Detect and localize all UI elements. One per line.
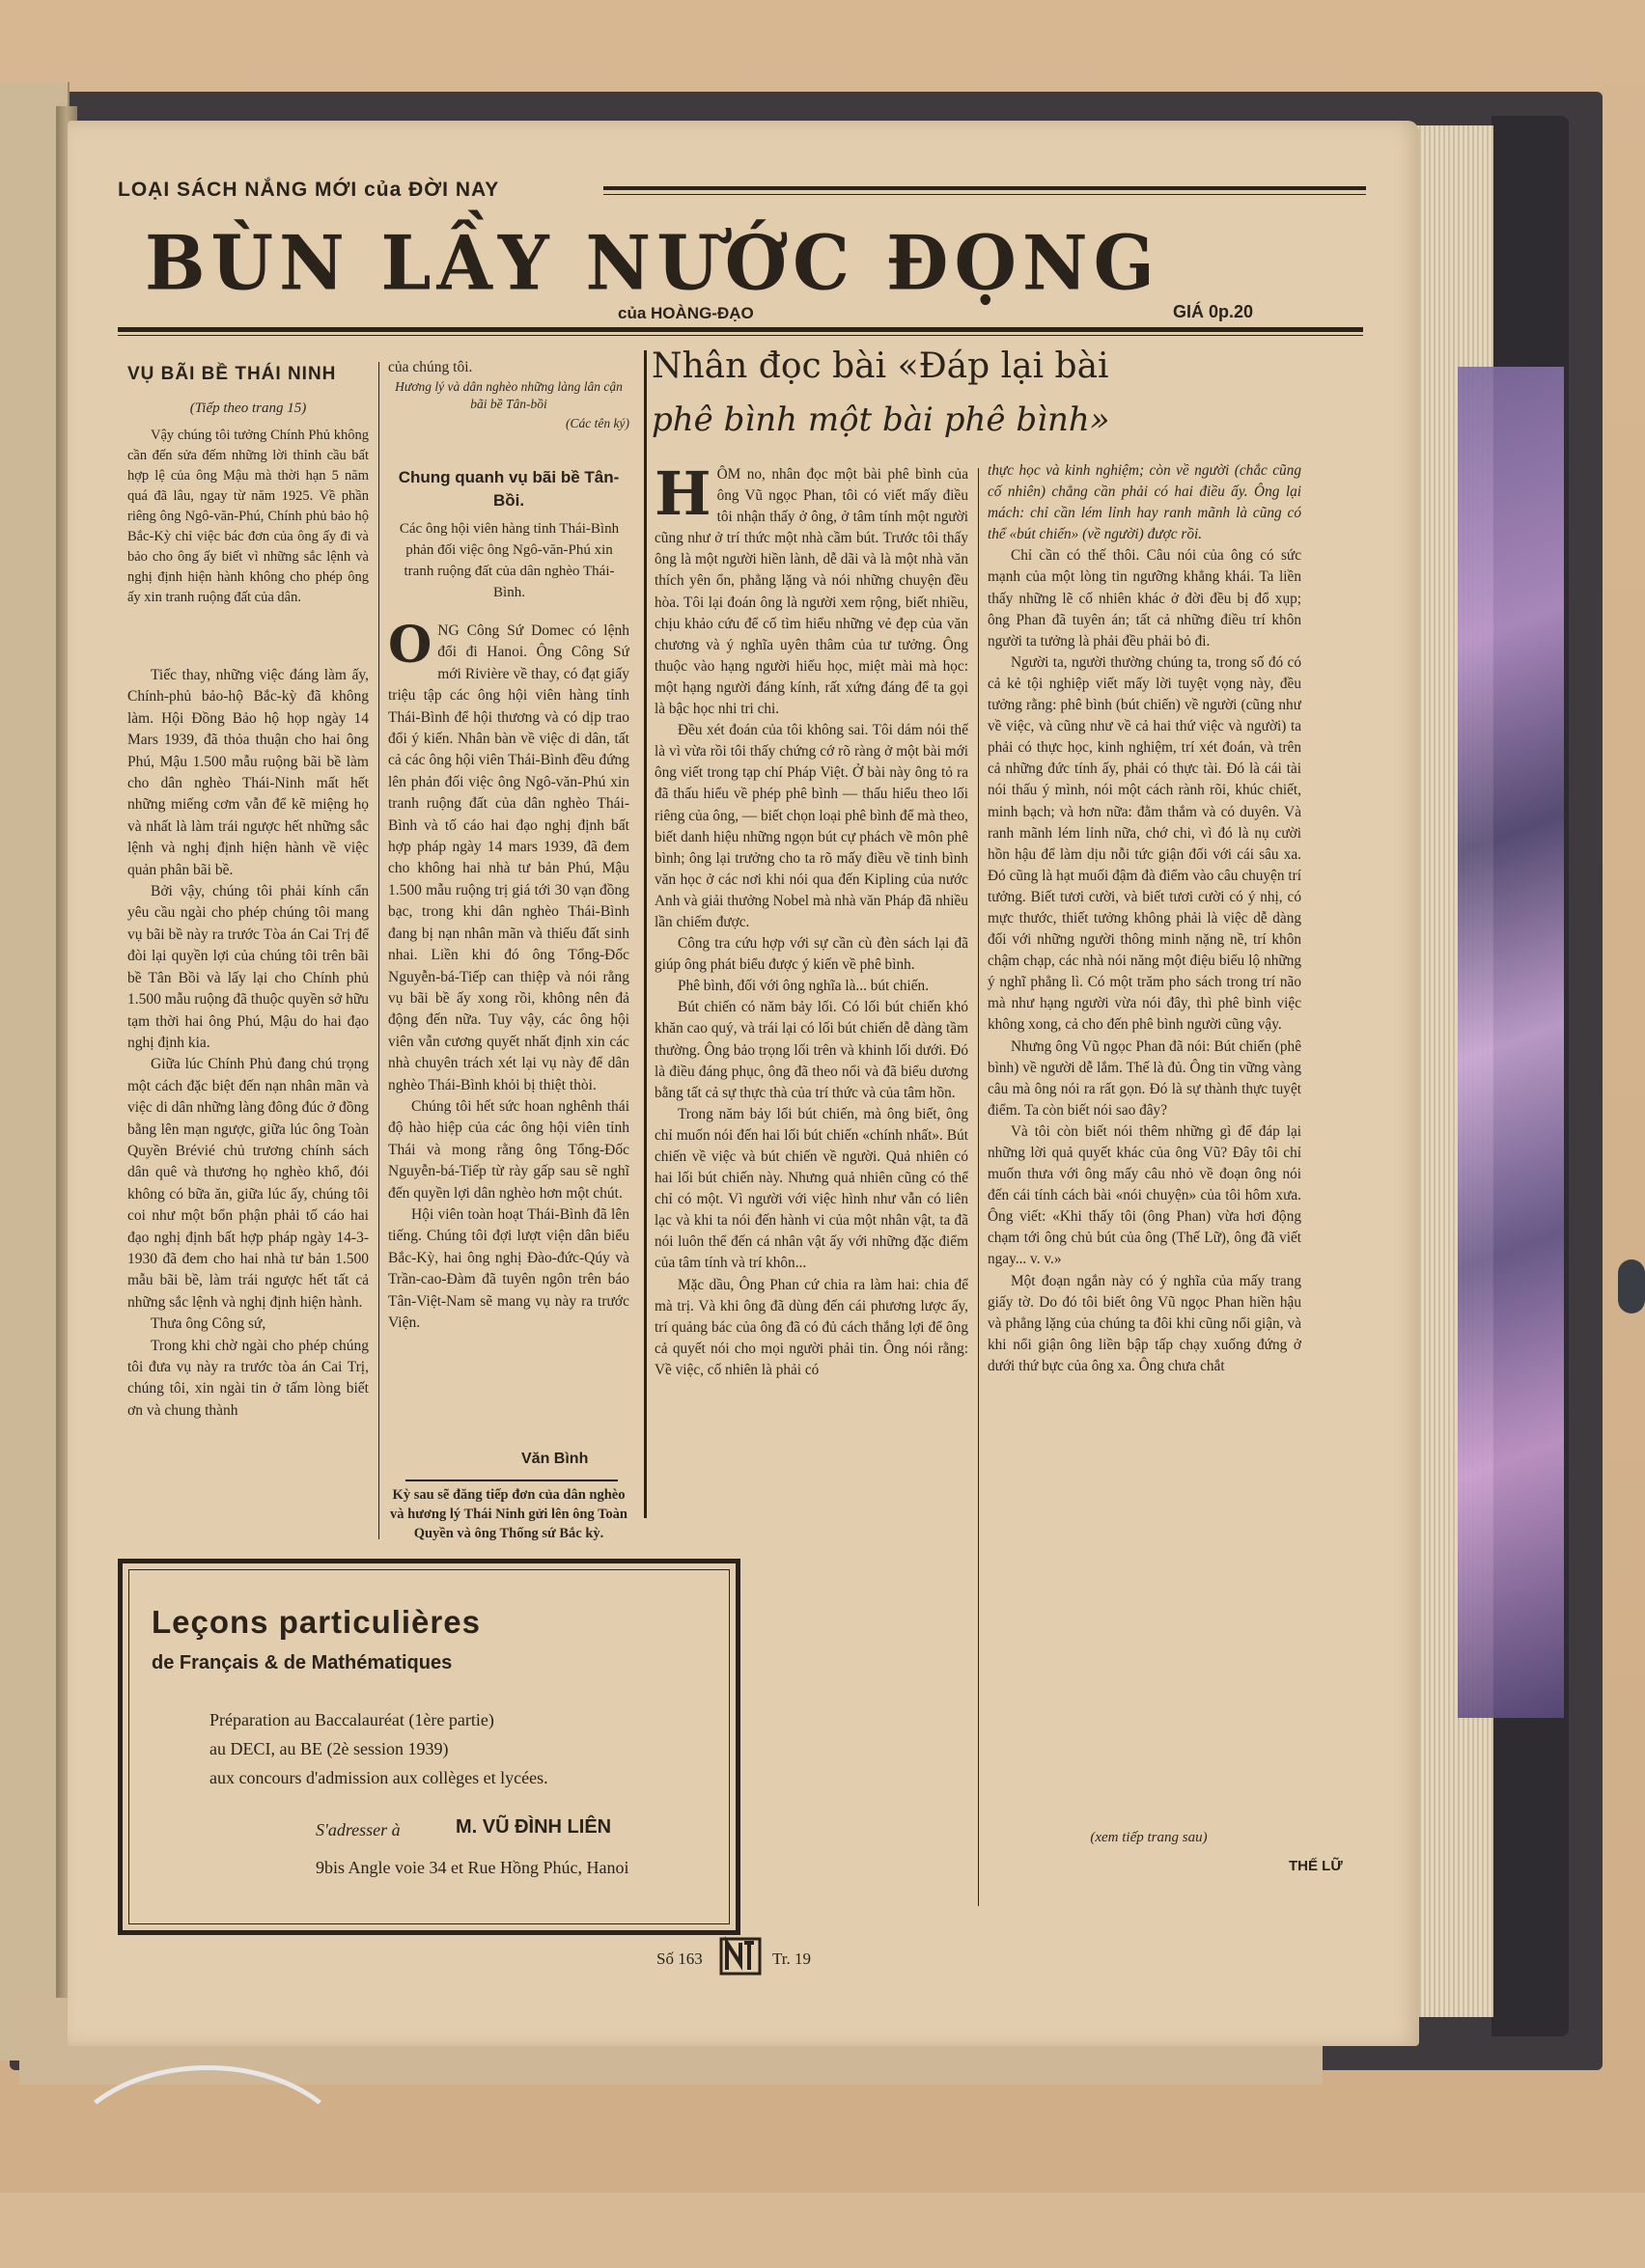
article3-paragraph: thực học và kinh nghiệm; còn về người (chắc cũng cố nhiên) chẳng cần phải có hai điều ấy. Ông lại mách: chỉ cần lém lỉnh hay ranh mãnh là cũng có thể «bút chiến» (về người) được rồi.	[988, 462, 1301, 543]
article2-paragraph: Hội viên toàn hoạt Thái-Bình đã lên tiếng. Chúng tôi đợi lượt viện dân biểu Bắc-Kỳ, hai ông nghị Đào-đức-Qúy và Trần-cao-Đàm đã tuyên ngôn trên báo Tân-Việt-Nam sẽ mang vụ này ra trước Viện.	[388, 1205, 629, 1331]
article3-heading-line1: Nhân đọc bài «Đáp lại bài	[652, 346, 1109, 386]
article2-body	[388, 621, 629, 1451]
article3-continued: (xem tiếp trang sau)	[1090, 1830, 1208, 1845]
series-line: LOẠI SÁCH NẮNG MỚI của ĐỜI NAY	[118, 179, 500, 201]
newspaper-page	[68, 121, 1419, 2046]
page-number: Tr. 19	[772, 1950, 812, 1968]
article1-continued: (Tiếp theo trang 15)	[189, 401, 307, 416]
article1-intro	[127, 426, 369, 608]
header-rule-bottom	[118, 327, 1363, 332]
white-cable	[58, 2065, 357, 2268]
article2-paragraph: NG Công Sứ Domec có lệnh đổi đi Hanoi. Ông Công Sứ mới Rivière về thay, có đạt giấy triệu tập các ông hội viên hàng tỉnh Thái-Bình để hội thương và có dịp trao đổi ý kiến. Nhân bàn về việc di dân, tất cả các ông hội viên Thái-Bình đều đứng lên phản đối việc ông Ngô-văn-Phú xin tranh ruộng đất của dân nghèo Thái-Bình và tố cáo hai đạo nghị định bất hợp pháp ngày 14 mars 1939, đã đem cho không hai nhà tư bản Phú, Mậu 1.500 mẫu ruộng trị giá tới 30 vạn đồng bạc, trong khi dân nghèo Thái-Bình đang bị nạn nhân mãn và thiếu đất sinh nhai. Liền khi đó ông Tổng-Đốc Nguyễn-bá-Tiếp can thiệp và nói rằng vụ bãi bề ấy xong rồi, không nên đả động đến nữa. Tuy vậy, các ông hội viên vẫn cương quyết nhất định xin các nhà chuyên trách xét lại vụ này để dân nghèo Thái-Bình khỏi bị thiệt thòi.	[388, 622, 629, 1093]
newspaper-logo	[719, 1935, 762, 1978]
article1-paragraph: Thưa ông Công sứ,	[151, 1315, 266, 1333]
article2-author: Văn Bình	[521, 1451, 589, 1467]
article3-paragraph: Chỉ cần có thế thôi. Câu nói của ông có sức mạnh của một lòng tin ngưỡng khẳng khái. Ta liền thấy những lẽ cố nhiên khác ở đời đều bị đổ xụp; ông Phan đã tuyên án; tất cả những điều trí khôn người ta tưởng là phải đều phải bỏ đi.	[988, 547, 1301, 650]
book-author: của HOÀNG-ĐẠO	[618, 304, 754, 322]
article3-heading-line2: phê bình một bài phê bình»	[652, 401, 1110, 439]
issue-number: Số 163	[656, 1950, 703, 1968]
ad-title: Leçons particulières	[152, 1604, 481, 1640]
advertisement-box	[118, 1559, 740, 1935]
header-rule-top	[603, 186, 1366, 190]
header-rule-bottom-thin	[118, 335, 1363, 336]
header-rule-top-thin	[603, 194, 1366, 195]
article2-note: Kỳ sau sẽ đăng tiếp đơn của dân nghèo và hương lý Thái Ninh gửi lên ông Toàn Quyền và ông Thống sứ Bắc kỳ.	[390, 1487, 627, 1541]
ad-contact-name: M. VŨ ĐÌNH LIÊN	[456, 1816, 612, 1838]
article2-summary: Các ông hội viên hàng tỉnh Thái-Bình phản đối việc ông Ngô-văn-Phú xin tranh ruộng đất của dân nghèo Thái-Bình.	[399, 521, 620, 600]
article3-dropcap: H	[655, 464, 711, 529]
ad-subtitle: de Français & de Mathématiques	[152, 1652, 453, 1673]
article2-paragraph: Chúng tôi hết sức hoan nghênh thái độ hào hiệp của các ông hội viên tỉnh Thái và mong rằng ông Tổng-Đốc Nguyễn-bá-Tiếp từ rày gấp sau sẽ nghĩ đến quyền lợi dân nghèo hơn một chút.	[388, 1097, 629, 1202]
ad-line: au DECI, au BE (2è session 1939)	[209, 1739, 449, 1758]
page-title: BÙN LẦY NƯỚC ĐỌNG	[145, 219, 1160, 308]
article2-heading: Chung quanh vụ bãi bề Tân-Bồi.	[398, 468, 620, 510]
ad-line: Préparation au Baccalauréat (1ère partie)	[209, 1710, 494, 1729]
article3-paragraph: Và tôi còn biết nói thêm những gì để đáp lại những lời quả quyết khác của ông Vũ? Đây tôi chỉ muốn thưa với ông mấy câu nhỏ về đoạn ông nói đến cái tính cách bài «nói chuyện» của tôi hôm xưa. Ông viết: «Khi thấy tôi (ông Phan) vừa hơi động chạm tới ông chủ bút của ông (Thế Lữ), ông đã viết ngay... v. v.»	[988, 1122, 1301, 1268]
signed-names: (Các tên ký)	[566, 416, 629, 431]
ad-line: aux concours d'admission aux collèges et lycées.	[209, 1768, 548, 1787]
note-rule	[405, 1480, 618, 1481]
article1-intro-text: Vậy chúng tôi tưởng Chính Phủ không cần đến sửa đếm những lời thỉnh cầu bất hợp lệ của ông Mậu mà thời hạn 5 năm quá đã lâu, ngay từ năm 1925. Về phần riêng ông Ngô-văn-Phú, Chính phủ bảo hộ Bắc-Kỳ chỉ việc bác đơn của ông ấy đi và bảo cho ông ấy biết vì những sắc lệnh và nghị định hiện hành không cho phép ông ấy xin tranh ruộng đất của dân.	[127, 428, 369, 605]
article3-paragraph: Công tra cứu hợp với sự cần cù đèn sách lại đã giúp ông phát biểu được ý kiến về phê bình.	[655, 935, 968, 974]
article1-body	[127, 665, 369, 1563]
article3-paragraph: Một đoạn ngắn này có ý nghĩa của mấy trang giấy tờ. Do đó tôi biết ông Vũ ngọc Phan hiền hậu và phẳng lặng của chúng ta đôi khi cũng nổi giận, và khi nổi giận ông liền bập tấp chạy xuống đứng ở dưới thứ bực của ông xa. Ông chưa chắt	[988, 1272, 1301, 1374]
article1-heading: VỤ BÃI BỀ THÁI NINH	[127, 364, 337, 384]
article1-paragraph: Trong khi chờ ngài cho phép chúng tôi đưa vụ này ra trước tòa án Cai Trị, chúng tôi, xin ngài tin ở tấm lòng biết ơn và chung thành	[127, 1337, 369, 1419]
article3-column-b	[988, 460, 1301, 1816]
marbled-endpaper	[1458, 367, 1564, 1718]
article1-paragraph: Giữa lúc Chính Phủ đang chú trọng một cách đặc biệt đến nạn nhân mãn và việc di dân những làng đông đúc ở đồng bằng lên mạn ngược, giữa lúc ông Toàn Quyền Brévié chủ trương chính sách dân quê và thương họ nghèo khổ, đói không có bữa ăn, giữa lúc ấy, chúng tôi coi như một bổn phận phải tố cáo hai đạo nghị định bất hợp pháp ngày 14-3-1930 đã đem cho hai nhà tư bản 1.500 mẫu bãi bề, làm trái ngược hết tất cả những sắc lệnh và nghị định hiện hành.	[127, 1056, 369, 1311]
article3-paragraph: Mặc dầu, Ông Phan cứ chia ra làm hai: chia để mà trị. Và khi ông đã dùng đến cái phương lược ấy, trí quảng bác của ông đã có đủ cách thắng lợi để ông cả quyết nói cho mọi người phải tin. Ông nói rằng: Về việc, cố nhiên là phải có	[655, 1276, 968, 1378]
article3-paragraph: ÔM no, nhân đọc một bài phê bình của ông Vũ ngọc Phan, tôi có viết mấy điều tôi nhận thấy ở ông, ở tâm tính một người cũng như ở trí thức một nhà cầm bút. Trước tôi thấy ông là một người hiền lành, dễ dãi và là một nhà văn thích yên ổn, phẳng lặng và nói những chuyện đều hòa. Tôi lại đoán ông là người xem rộng, biết nhiều, chịu khảo cứu để cố tìm hiểu những vẻ đẹp của văn chương và ý nghĩa uyên thâm của tư tưởng. Ông thuộc vào hạng người hiếu học, miệt mài mà học: một hạng người đáng kính, rất xứng đáng để ta gọi là bậc học nhi tri chi.	[655, 466, 968, 718]
article3-paragraph: Trong năm bảy lối bút chiến, mà ông biết, ông chỉ muốn nói đến hai lối bút chiến «chính nhất». Bút chiến về việc và bút chiến về người. Quả nhiên có hai lối bút chiến này. Nhưng quả nhiên cũng có thể chỉ có một. Vì người với việc hình như vẫn có liên lạc và khi ta nói đến hành vi của một nhân vật, ta đã nói luôn thể đến cá nhân vật ấy với những đặc điểm của tâm tính và trí khôn...	[655, 1105, 968, 1272]
closing-text: của chúng tôi.	[388, 359, 473, 375]
article1-closing	[388, 357, 629, 435]
article3-paragraph: Bút chiến có năm bảy lối. Có lối bút chiến khó khăn cao quý, và trái lại có lối bút chiến dễ dàng tầm thường. Ông bảo trọng lối trên và khinh lối dưới. Đó là điều đáng phục, ông đã theo nổi và đã biểu dương bằng tất cả sự thực thà của trí thức và của tâm hồn.	[655, 999, 968, 1101]
article3-paragraph: Nhưng ông Vũ ngọc Phan đã nói: Bút chiến (phê bình) về người dễ lắm. Thế là đủ. Ông tin vững vàng câu mà ông nói ra rất gọn. Đó là sự thành thực tuyệt điểm. Ta còn biết nói sao đây?	[988, 1037, 1301, 1119]
signature-note: Hương lý và dân nghèo những làng lân cận bãi bề Tân-bồi	[395, 379, 623, 412]
ad-contact-prefix: S'adresser à	[316, 1820, 401, 1839]
article1-paragraph: Bởi vậy, chúng tôi phải kính cẩn yêu cầu ngài cho phép chúng tôi mang vụ bãi bề này ra trước Tòa án Cai Trị để đòi lại quyền lợi của chúng tôi trên bãi bề Tân Bồi và lấy lại cho Chính phủ 1.500 mẫu ruộng đã thuộc quyền sở hữu tạm thời hai ông Phú, Mậu do hai đạo nghị định kia.	[127, 883, 369, 1051]
article3-left-rule	[644, 350, 647, 1518]
article3-paragraph: Đều xét đoán của tôi không sai. Tôi dám nói thế là vì vừa rồi tôi thấy chứng cớ rõ ràng ở một bài mới ông viết trong tạp chí Pháp Việt. Ở bài này ông tỏ ra đã thấu hiểu về phép phê bình — thấu hiểu theo lối riêng của ông, — biết chọn loại phê bình để mà theo, biết danh hiệu những ngọn bút cự phách về môn phê bình; ông lại trưởng cho ta rõ mấy điều về tinh bình văn học ở các nơi khi nói qua đến Kipling của nước Anh và giải thưởng Nobel mà nhà văn Pháp đã nhiều lần chiếm được.	[655, 722, 968, 930]
price-label: GIÁ 0p.20	[1173, 302, 1254, 321]
column-divider	[378, 362, 379, 1539]
article3-paragraph: Người ta, người thường chúng ta, trong số đó có cả kẻ tội nghiệp viết mấy lời tuyệt vọng này, đều tưởng rằng: phê bình (bút chiến) về người (cũng như về việc, và cũng như về cả hai thứ việc và người) ta phải có thực học, kinh nghiệm, trí xét đoán, và trên cả những đức tính ấy, phải có thực tài. Đó là cái tài nói thấu ý mình, nói một cách rành rõi, khúc chiết, minh bạch; và hơn nữa: đằm thắm và có duyên. Và ranh mãnh lém lỉnh nữa, chớ chi, vì đó là nụ cười hồn hậu để làm dịu nỗi tức giận đối với cái sâu xa. Đó cũng là hạt muối đậm đà điểm vào câu chuyện trí tưởng. Biết tươi cười, và biết tươi cười có ý nhị, có mực thước, thiết tưởng không phải là việc dễ dàng đối với những người thông minh nặng nề, trí khôn chậm chạp, các nhà nói năng một điệu biểu lộ những ý nghĩ phẳng lì. Có một trăm pho sách trong trí não mà như hạng người vừa nói đây, thì phê bình việc không xong, cả cho đến phê bình người cũng vậy.	[988, 653, 1301, 1034]
article3-paragraph: Phê bình, đối với ông nghĩa là... bút chiến.	[678, 978, 930, 995]
article3-column-divider	[978, 468, 979, 1906]
article1-paragraph: Tiếc thay, những việc đáng làm ấy, Chính-phủ bảo-hộ Bắc-kỳ đã không làm. Hội Đồng Bảo hộ họp ngày 14 Mars 1939, đã thỏa thuận cho hai ông Phú, Mậu 1.500 mẫu ruộng bãi bề làm cho dân nghèo Thái-Ninh mất hết những miếng cơm vẫn để kẽ miệng họ và nhất là làm trái ngược hết những sắc lệnh và nghị định hiện hành về việc quản phân bãi bề.	[127, 667, 369, 878]
ad-address: 9bis Angle voie 34 et Rue Hồng Phúc, Hanoi	[316, 1858, 629, 1877]
article3-author: THẾ LỮ	[1289, 1858, 1343, 1874]
article2-dropcap: O	[388, 621, 432, 675]
cabinet-knob	[1618, 1259, 1645, 1314]
